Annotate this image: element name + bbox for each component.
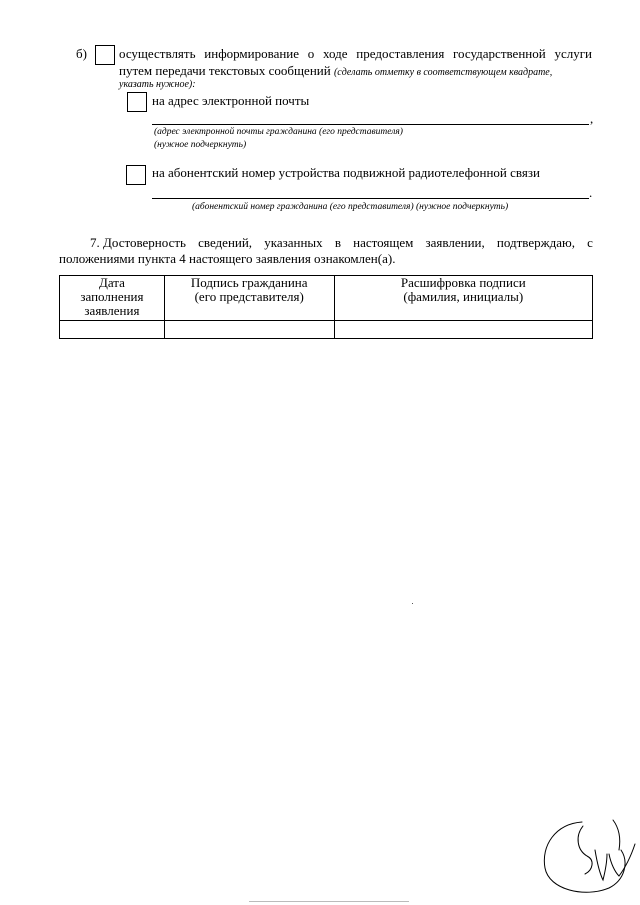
confirmation-word: сведений, bbox=[198, 235, 253, 250]
table-row bbox=[60, 321, 593, 339]
confirmation-line1 bbox=[90, 235, 593, 251]
scan-edge-mark bbox=[249, 901, 409, 902]
signature-cell[interactable] bbox=[164, 321, 334, 339]
option-b-line2-text: путем передачи текстовых сообщений bbox=[119, 63, 331, 78]
header-date-line: заявления bbox=[84, 303, 140, 318]
signature-table bbox=[59, 275, 593, 339]
phone-checkbox[interactable] bbox=[126, 165, 146, 185]
handwritten-initials bbox=[535, 810, 640, 905]
option-b-line1: осуществлять информирование о ходе предоставления государственной услуги bbox=[119, 46, 592, 61]
option-b-checkbox[interactable] bbox=[95, 45, 115, 65]
confirmation-word: указанных bbox=[264, 235, 323, 250]
email-trailing-comma: , bbox=[590, 111, 594, 126]
email-checkbox[interactable] bbox=[127, 92, 147, 112]
header-transcript-line: (фамилия, инициалы) bbox=[403, 289, 524, 304]
email-option-label: на адрес электронной почты bbox=[152, 93, 310, 108]
confirmation-word: заявлении, bbox=[425, 235, 485, 250]
phone-option-label: на абонентский номер устройства подвижной радиотелефонной связи bbox=[152, 165, 540, 180]
email-field[interactable] bbox=[152, 124, 589, 125]
header-signature bbox=[164, 276, 334, 321]
header-transcript-line: Расшифровка подписи bbox=[400, 275, 526, 290]
confirmation-line2: положениями пункта 4 настоящего заявления ознакомлен(а). bbox=[59, 251, 396, 266]
confirmation-word: в bbox=[334, 235, 341, 250]
option-b-note: (сделать отметку в соответствующем квадрате, bbox=[333, 67, 553, 78]
option-b-marker: б) bbox=[76, 46, 87, 61]
phone-field-hint: (абонентский номер гражданина (его представителя) (нужное подчеркнуть) bbox=[192, 202, 509, 212]
header-transcript bbox=[334, 276, 592, 321]
confirmation-word: настоящем bbox=[353, 235, 414, 250]
header-date-line: заполнения bbox=[80, 289, 144, 304]
phone-field[interactable] bbox=[152, 198, 589, 199]
option-b-line2 bbox=[119, 63, 552, 79]
signature-table-header bbox=[60, 276, 593, 321]
confirmation-word: с bbox=[587, 235, 593, 250]
confirmation-word: подтверждаю, bbox=[496, 235, 575, 250]
header-signature-line: (его представителя) bbox=[194, 289, 304, 304]
phone-trailing-period: . bbox=[589, 185, 593, 200]
header-date-line: Дата bbox=[98, 275, 125, 290]
scan-speck bbox=[412, 603, 413, 604]
email-field-hint: (адрес электронной почты гражданина (его представителя) bbox=[154, 127, 403, 137]
confirmation-word: 7. Достоверность bbox=[90, 235, 186, 250]
option-b-note-cont: указать нужное): bbox=[119, 79, 196, 90]
header-date bbox=[60, 276, 165, 321]
date-cell[interactable] bbox=[60, 321, 165, 339]
header-signature-line: Подпись гражданина bbox=[190, 275, 308, 290]
transcript-cell[interactable] bbox=[334, 321, 592, 339]
email-field-hint-underline: (нужное подчеркнуть) bbox=[154, 140, 247, 150]
